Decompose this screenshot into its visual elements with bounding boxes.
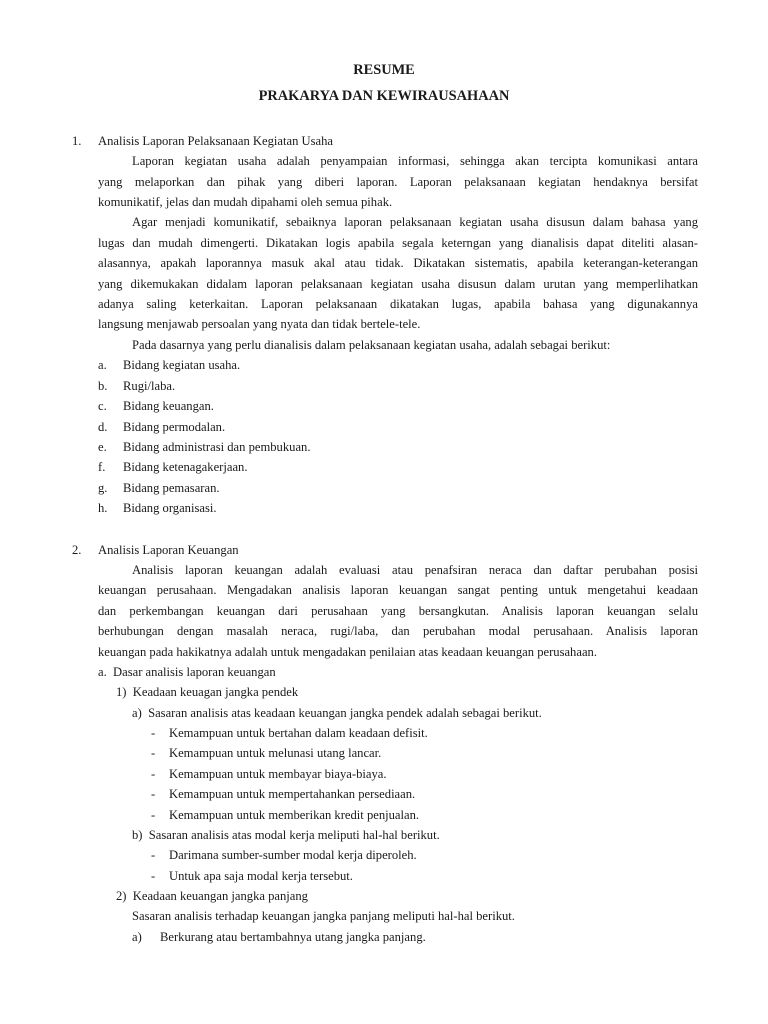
section-2-paragraph-line: keuangan pada hakikatnya adalah untuk mengadakan penilaian atas keadaan keuangan perusahaan. bbox=[98, 645, 597, 659]
bullet-dash: - bbox=[151, 808, 156, 822]
list-marker: f. bbox=[98, 460, 106, 474]
list-item: Bidang permodalan. bbox=[123, 420, 226, 434]
subheading-dasar-analisis: a. Dasar analisis laporan keuangan bbox=[98, 665, 276, 679]
subheading-jangka-panjang: 2) Keadaan keuangan jangka panjang bbox=[116, 889, 308, 903]
section-1-paragraph-1-line: Laporan kegiatan usaha adalah penyampaian informasi, sehingga akan tercipta komunikasi antara bbox=[132, 154, 698, 168]
list-item: Berkurang atau bertambahnya utang jangka panjang. bbox=[160, 930, 426, 944]
section-1-heading: Analisis Laporan Pelaksanaan Kegiatan Usaha bbox=[98, 134, 334, 148]
subheading-sasaran-jangka-pendek: a) Sasaran analisis atas keadaan keuangan jangka pendek adalah sebagai berikut. bbox=[132, 706, 542, 720]
list-item: Bidang keuangan. bbox=[123, 399, 214, 413]
list-item: Bidang ketenagakerjaan. bbox=[123, 460, 248, 474]
bullet-item: Kemampuan untuk bertahan dalam keadaan defisit. bbox=[169, 726, 428, 740]
section-2-paragraph-line: berhubungan dengan masalah neraca, rugi/laba, dan perubahan modal perusahaan. Analisis laporan bbox=[98, 624, 698, 638]
bullet-item: Kemampuan untuk mempertahankan persediaan. bbox=[169, 787, 416, 801]
section-1-paragraph-1-line: komunikatif, jelas dan mudah dipahami oleh semua pihak. bbox=[98, 195, 393, 209]
bullet-dash: - bbox=[151, 869, 156, 883]
list-marker: e. bbox=[98, 440, 107, 454]
bullet-dash: - bbox=[151, 848, 156, 862]
bullet-item: Kemampuan untuk membayar biaya-biaya. bbox=[169, 767, 387, 781]
list-marker: g. bbox=[98, 481, 108, 495]
bullet-item: Untuk apa saja modal kerja tersebut. bbox=[169, 869, 353, 883]
section-1-paragraph-1-line: yang melaporkan dan pihak yang diberi laporan. Laporan pelaksanaan kegiatan hendaknya bersifat bbox=[98, 175, 698, 189]
list-marker: b. bbox=[98, 379, 108, 393]
section-2-number: 2. bbox=[72, 543, 82, 557]
bullet-dash: - bbox=[151, 726, 156, 740]
bullet-item: Darimana sumber-sumber modal kerja diperoleh. bbox=[169, 848, 417, 862]
list-marker: c. bbox=[98, 399, 107, 413]
section-1-paragraph-2-line: adanya saling keterkaitan. Laporan pelaksanaan dikatakan lugas, apabila bahasa yang digunakannya bbox=[98, 297, 698, 311]
list-item: Bidang administrasi dan pembukuan. bbox=[123, 440, 311, 454]
list-item: Bidang organisasi. bbox=[123, 501, 217, 515]
section-1-paragraph-2-line: langsung menjawab persoalan yang nyata dan tidak bertele-tele. bbox=[98, 317, 421, 331]
section-2-paragraph-line: dan perkembangan keuangan dari perusahaan yang bersangkutan. Analisis laporan keuangan selalu bbox=[98, 604, 698, 618]
list-marker: d. bbox=[98, 420, 108, 434]
bullet-item: Kemampuan untuk memberikan kredit penjualan. bbox=[169, 808, 420, 822]
section-1-number: 1. bbox=[72, 134, 82, 148]
list-item: Rugi/laba. bbox=[123, 379, 176, 393]
list-marker: h. bbox=[98, 501, 108, 515]
section-2-paragraph-line: Analisis laporan keuangan adalah evaluasi atau penafsiran neraca dan daftar perubahan posisi bbox=[132, 563, 698, 577]
section-1-paragraph-3: Pada dasarnya yang perlu dianalisis dalam pelaksanaan kegiatan usaha, adalah sebagai berikut: bbox=[132, 338, 611, 352]
subheading-modal-kerja: b) Sasaran analisis atas modal kerja meliputi hal-hal berikut. bbox=[132, 828, 440, 842]
bullet-dash: - bbox=[151, 746, 156, 760]
bullet-dash: - bbox=[151, 787, 156, 801]
section-1-paragraph-2-line: lugas dan mudah dimengerti. Dikatakan logis apabila segala keterngan yang dianalisis dapat diteliti alasan- bbox=[98, 236, 698, 250]
list-item: Bidang kegiatan usaha. bbox=[123, 358, 241, 372]
list-marker: a. bbox=[98, 358, 107, 372]
section-2-paragraph-line: keuangan perusahaan. Mengadakan analisis laporan keuangan sangat penting untuk mengetahui keadaan bbox=[98, 583, 698, 597]
bullet-dash: - bbox=[151, 767, 156, 781]
jangka-panjang-intro: Sasaran analisis terhadap keuangan jangka panjang meliputi hal-hal berikut. bbox=[132, 909, 515, 923]
bullet-item: Kemampuan untuk melunasi utang lancar. bbox=[169, 746, 382, 760]
document-title: RESUME bbox=[353, 62, 415, 78]
section-1-paragraph-2-line: alasannya, apakah laporannya masuk akal atau tidak. Dikatakan sistematis, apabila keterangan-keterangan bbox=[98, 256, 698, 270]
list-marker: a) bbox=[132, 930, 142, 944]
section-2-heading: Analisis Laporan Keuangan bbox=[98, 543, 239, 557]
section-1-paragraph-2-line: Agar menjadi komunikatif, sebaiknya laporan pelaksanaan kegiatan usaha disusun dalam bahasa yang bbox=[132, 215, 698, 229]
document-subtitle: PRAKARYA DAN KEWIRAUSAHAAN bbox=[258, 88, 510, 104]
subheading-jangka-pendek: 1) Keadaan keuagan jangka pendek bbox=[116, 685, 299, 699]
list-item: Bidang pemasaran. bbox=[123, 481, 220, 495]
section-1-paragraph-2-line: yang dikemukakan didalam laporan pelaksanaan kegiatan usaha disusun dalam urutan yang memperlihatkan bbox=[98, 277, 698, 291]
